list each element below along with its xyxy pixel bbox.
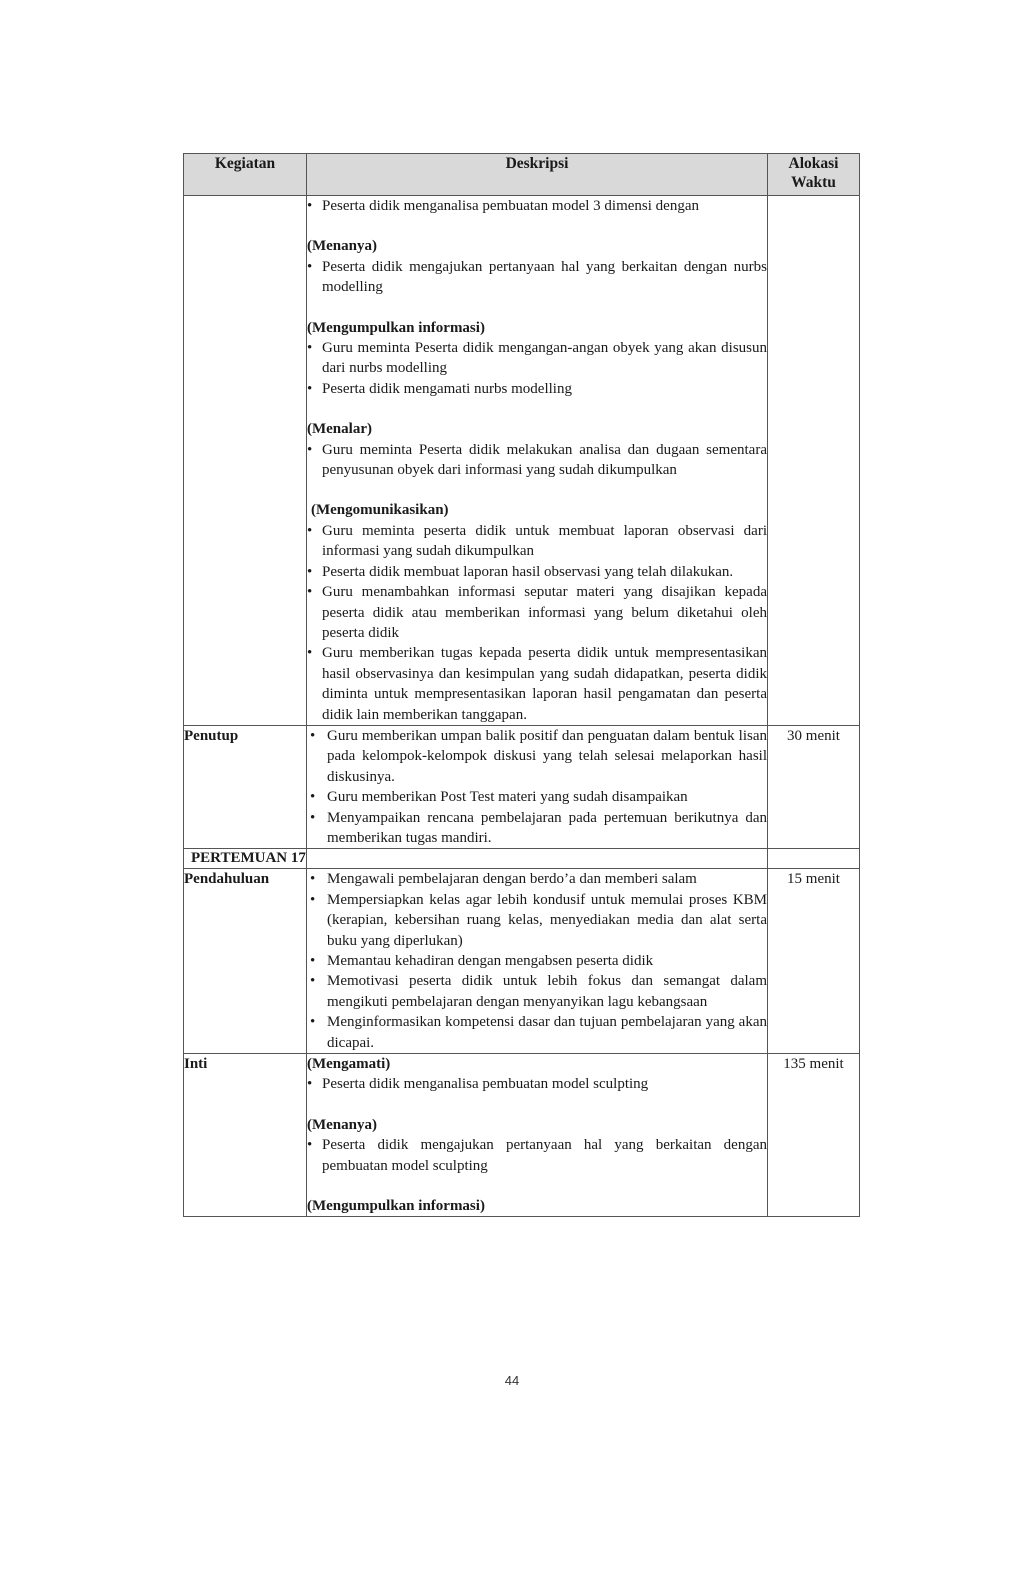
section-title-menalar: (Menalar) (307, 421, 372, 438)
list-item: • Guru memberikan tugas kepada peserta didik untuk mempresentasikan hasil observasinya dan kesimpulan yang sudah didapatkan, peserta didik diminta untuk mempresentasikan laporan hasil pengamatan dan peserta didik lain memberikan tanggapan. (307, 643, 767, 725)
kegiatan-pendahuluan: Pendahuluan (184, 869, 307, 1054)
header-alokasi-line1: Alokasi (788, 155, 839, 172)
list-item: • Guru meminta Peserta didik melakukan analisa dan dugaan sementara penyusunan obyek dari informasi yang sudah dikumpulkan (307, 440, 767, 481)
list-item: • Memantau kehadiran dengan mengabsen peserta didik (307, 951, 767, 971)
list-item: • Guru memberikan Post Test materi yang sudah disampaikan (307, 787, 767, 807)
list-item: • Peserta didik mengajukan pertanyaan hal yang berkaitan dengan nurbs modelling (307, 257, 767, 298)
section-title-menanya: (Menanya) (307, 238, 377, 255)
section-title-mengamati: (Mengamati) (307, 1056, 391, 1073)
bullet-list-pendahuluan (307, 869, 767, 1053)
table-row-pendahuluan (184, 869, 860, 1054)
alokasi-inti: 135 menit (768, 1054, 860, 1217)
header-alokasi-waktu (768, 154, 860, 196)
list-item: • Menginformasikan kompetensi dasar dan tujuan pembelajaran yang akan dicapai. (307, 1012, 767, 1053)
list-item: • Peserta didik menganalisa pembuatan model 3 dimensi dengan (307, 196, 767, 216)
section-title-mengumpulkan: (Mengumpulkan informasi) (307, 319, 485, 336)
list-item: • Peserta didik mengamati nurbs modelling (307, 379, 767, 399)
page-number: 44 (504, 1373, 520, 1388)
list-item: • Guru menambahkan informasi seputar materi yang disajikan kepada peserta didik atau memberikan informasi yang belum diketahui oleh peserta didik (307, 582, 767, 643)
table-row-inti (184, 1054, 860, 1217)
bullet-list-menanya (307, 257, 767, 298)
section-title-menanya-inti: (Menanya) (307, 1116, 377, 1133)
list-item: • Peserta didik mengajukan pertanyaan hal yang berkaitan dengan pembuatan model sculpting (307, 1135, 767, 1176)
table-row-inti-continued (184, 196, 860, 726)
kegiatan-cell-empty (184, 196, 307, 726)
list-item: • Peserta didik membuat laporan hasil observasi yang telah dilakukan. (307, 562, 767, 582)
bullet-list-mengomunikasikan (307, 521, 767, 725)
list-item: • Mempersiapkan kelas agar lebih kondusif untuk memulai proses KBM (kerapian, kebersihan ruang kelas, menyediakan media dan alat serta buku yang diperlukan) (307, 890, 767, 951)
alokasi-cell-empty (768, 196, 860, 726)
section-title-mengumpulkan-inti: (Mengumpulkan informasi) (307, 1198, 485, 1215)
alokasi-penutup: 30 menit (768, 725, 860, 848)
kegiatan-penutup: Penutup (184, 725, 307, 848)
bullet-list-menalar (307, 440, 767, 481)
header-deskripsi: Deskripsi (307, 154, 768, 196)
section-title-mengomunikasikan: (Mengomunikasikan) (311, 502, 449, 519)
header-alokasi-line2: Waktu (791, 174, 836, 191)
deskripsi-pendahuluan (307, 869, 768, 1054)
bullet-list-mengumpulkan (307, 338, 767, 399)
pertemuan-label: PERTEMUAN 17 (184, 849, 307, 869)
table-row-pertemuan (184, 849, 860, 869)
pertemuan-alok-empty (768, 849, 860, 869)
pertemuan-desc-empty (307, 849, 768, 869)
lesson-plan-table (183, 153, 860, 1217)
alokasi-pendahuluan: 15 menit (768, 869, 860, 1054)
table-row-penutup (184, 725, 860, 848)
bullet-list-menanya-inti (307, 1135, 767, 1176)
list-item: • Guru meminta peserta didik untuk membuat laporan observasi dari informasi yang sudah dikumpulkan (307, 521, 767, 562)
list-item: • Guru memberikan umpan balik positif dan penguatan dalam bentuk lisan pada kelompok-kelompok diskusi yang telah selesai melaporkan hasil diskusinya. (307, 726, 767, 787)
kegiatan-inti: Inti (184, 1054, 307, 1217)
list-item: • Mengawali pembelajaran dengan berdo’a dan memberi salam (307, 869, 767, 889)
deskripsi-inti (307, 1054, 768, 1217)
deskripsi-cell-inti-continued (307, 196, 768, 726)
list-item: • Guru meminta Peserta didik mengangan-angan obyek yang akan disusun dari nurbs modelling (307, 338, 767, 379)
bullet-list-mengamati (307, 1074, 767, 1094)
header-kegiatan: Kegiatan (184, 154, 307, 196)
bullet-list-penutup (307, 726, 767, 848)
list-item: • Memotivasi peserta didik untuk lebih fokus dan semangat dalam mengikuti pembelajaran dengan menyanyikan lagu kebangsaan (307, 971, 767, 1012)
list-item: • Menyampaikan rencana pembelajaran pada pertemuan berikutnya dan memberikan tugas mandiri. (307, 808, 767, 849)
list-item: • Peserta didik menganalisa pembuatan model sculpting (307, 1074, 767, 1094)
bullet-list-intro (307, 196, 767, 216)
table-header-row (184, 154, 860, 196)
deskripsi-penutup (307, 725, 768, 848)
